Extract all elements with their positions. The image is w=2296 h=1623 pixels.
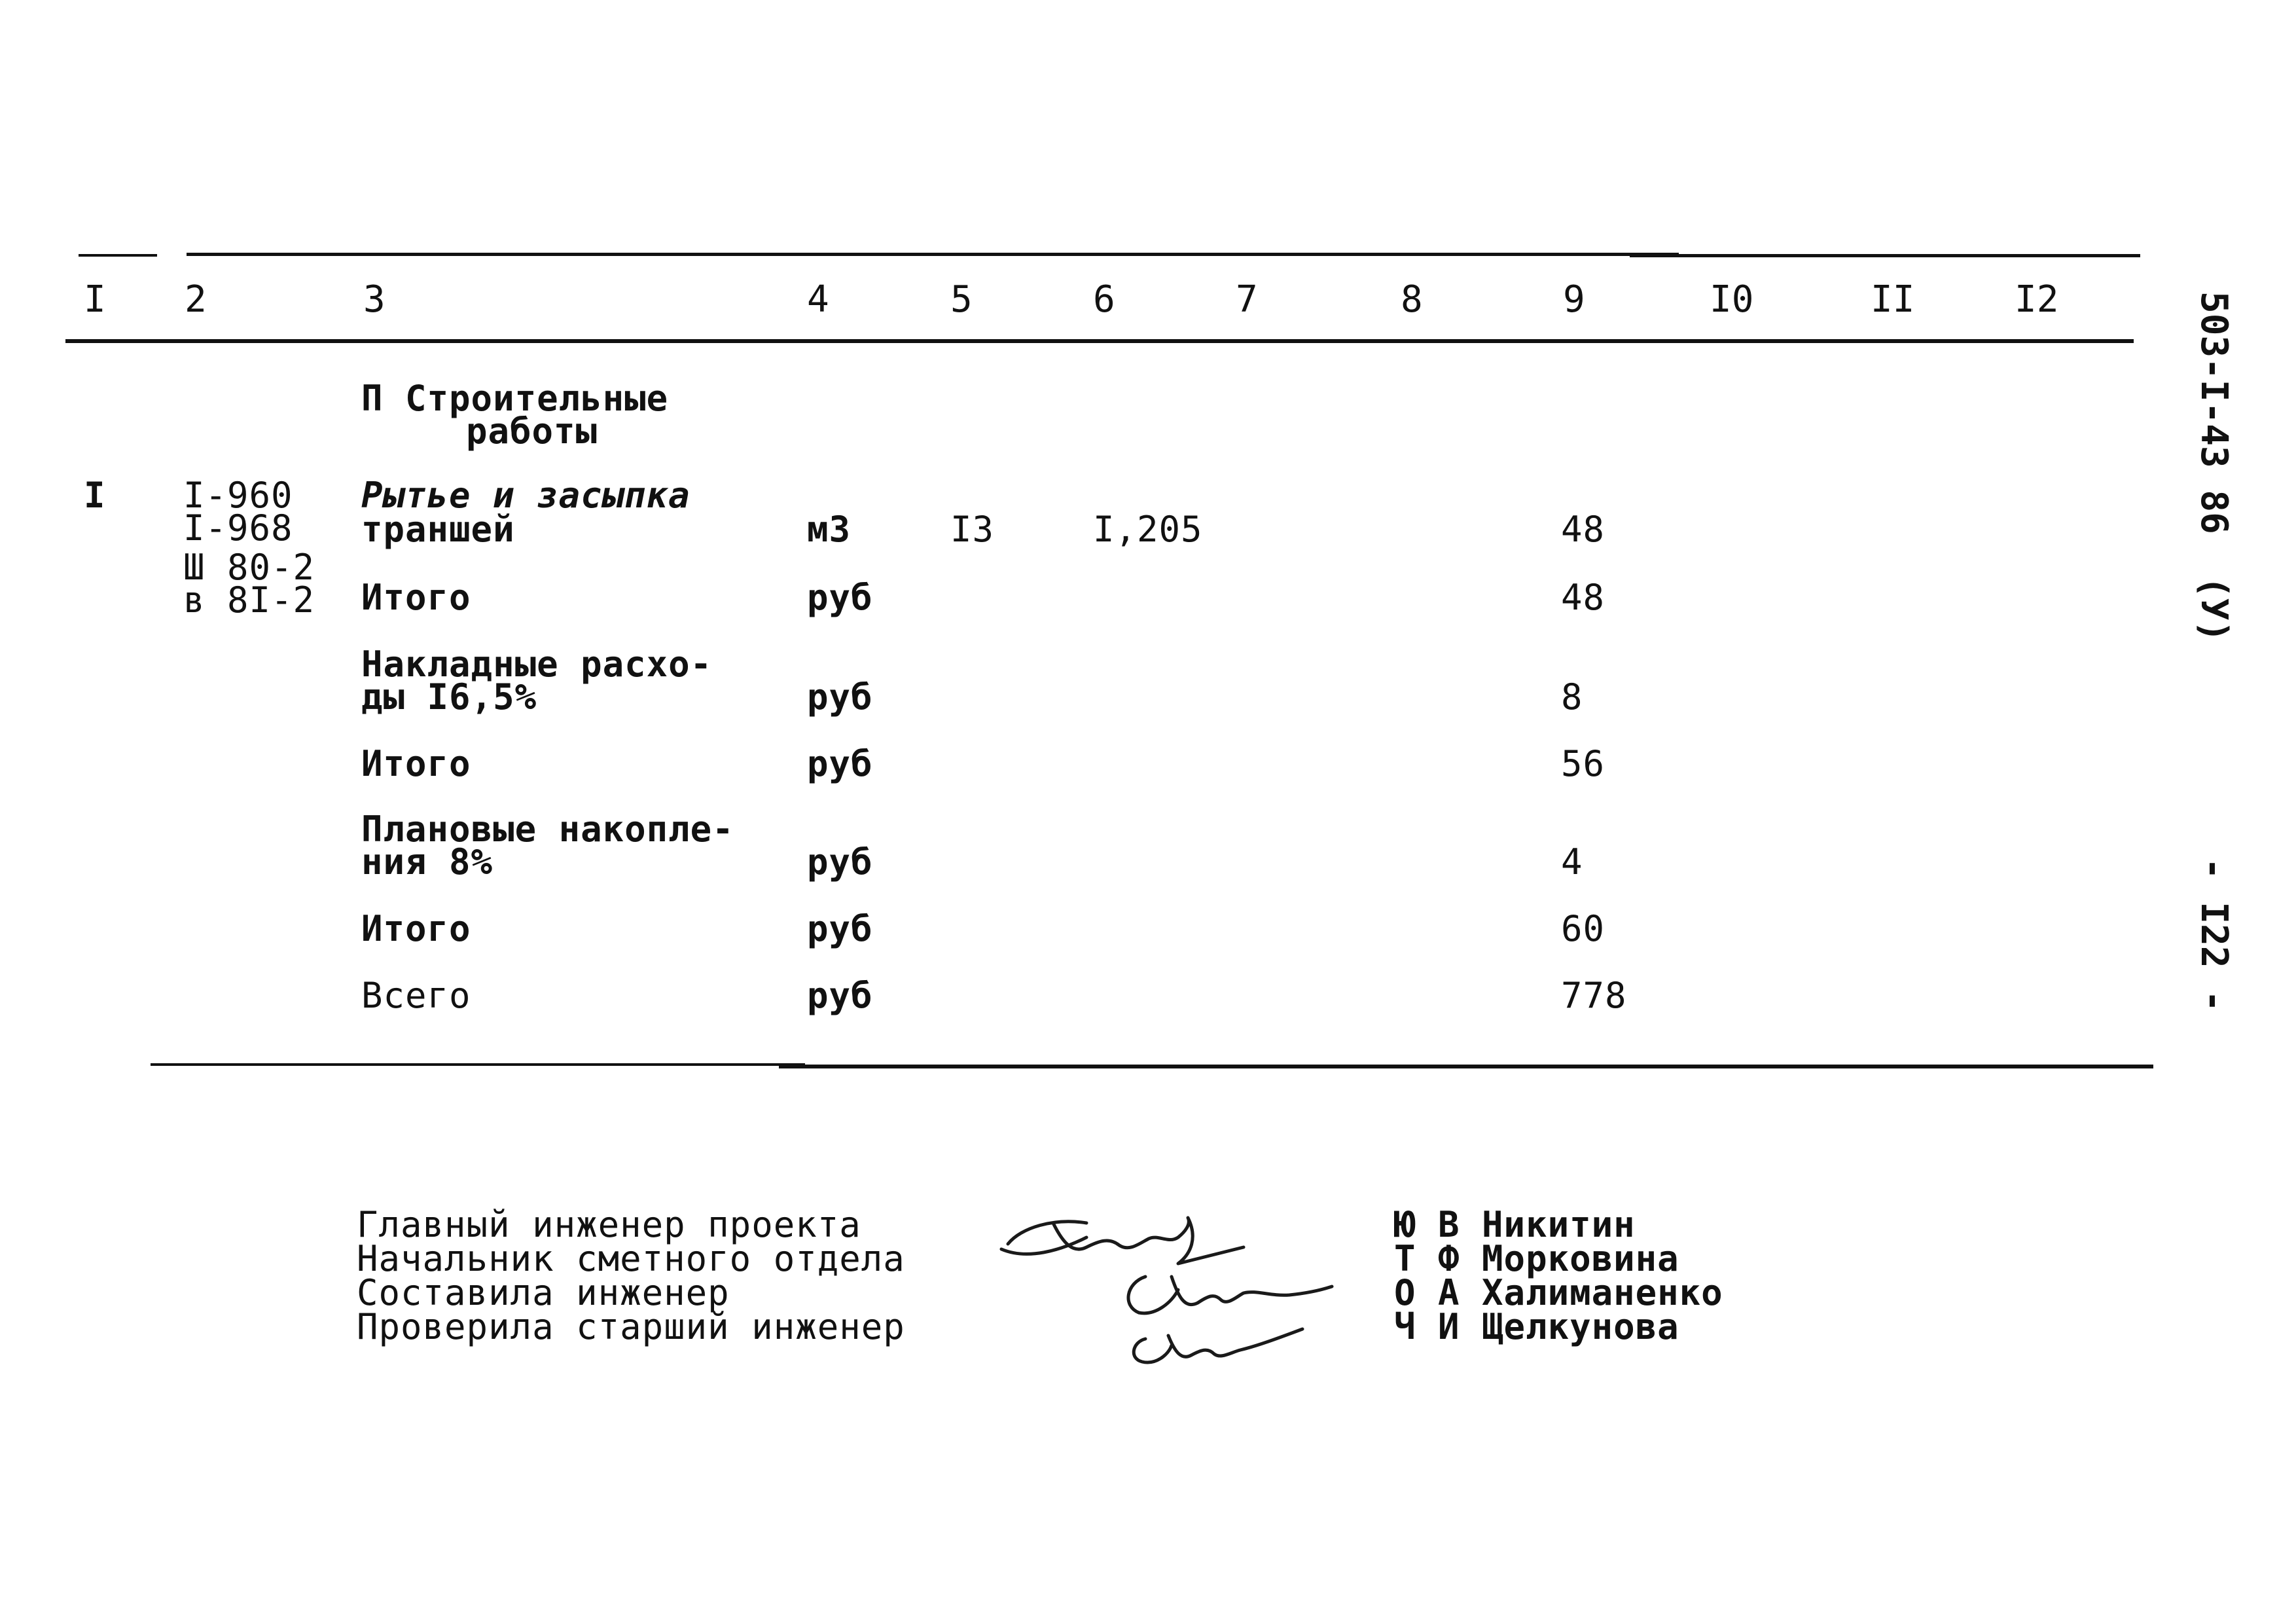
summary-label: Итого	[361, 908, 471, 949]
summary-value: 4	[1561, 841, 1583, 883]
document-code-suffix: (У)	[2193, 576, 2235, 643]
header-top-rule-right	[1630, 254, 2140, 257]
row-col6: I,205	[1093, 509, 1203, 550]
column-header-5: 5	[950, 278, 973, 321]
document-code: 503-I-43 86	[2193, 291, 2235, 534]
column-header-8: 8	[1401, 278, 1423, 321]
header-bottom-rule	[65, 339, 2134, 343]
handwritten-signatures-icon	[982, 1198, 1374, 1381]
signature-stroke-2	[1128, 1277, 1332, 1313]
section-title-line2: работы	[466, 410, 598, 452]
header-top-rule-mid	[187, 253, 1679, 256]
column-header-11: II	[1871, 278, 1915, 321]
signature-name: О А Халиманенко	[1394, 1272, 1723, 1313]
row-name-line1: Рытье и засыпка	[361, 475, 691, 516]
header-top-rule-left	[79, 254, 157, 257]
signature-role: Составила инженер	[357, 1272, 730, 1313]
summary-value: 48	[1561, 577, 1605, 618]
column-header-3: 3	[363, 278, 386, 321]
summary-unit: руб	[807, 743, 873, 784]
column-header-9: 9	[1563, 278, 1585, 321]
row-ref-2: I-968	[183, 507, 293, 549]
row-name-line2: траншей	[361, 509, 515, 550]
signature-role: Главный инженер проекта	[357, 1204, 861, 1245]
row-number: I	[84, 475, 106, 516]
summary-label: Плановые накопле-	[361, 809, 734, 850]
summary-unit: руб	[807, 577, 873, 618]
signature-stroke-3	[1134, 1329, 1302, 1362]
row-ref-1: I-960	[183, 475, 293, 516]
signature-stroke-1	[1001, 1218, 1244, 1264]
summary-label: Итого	[361, 743, 471, 784]
column-header-7: 7	[1236, 278, 1258, 321]
row-ref-3: Ш 80-2	[183, 547, 315, 588]
column-header-4: 4	[807, 278, 829, 321]
row-total: 48	[1561, 509, 1605, 550]
column-header-6: 6	[1093, 278, 1115, 321]
signature-name: Ч И Щелкунова	[1394, 1306, 1679, 1347]
summary-unit: руб	[807, 676, 873, 718]
summary-label: Итого	[361, 577, 471, 618]
summary-label-line2: ды I6,5%	[361, 676, 537, 718]
signature-role: Начальник сметного отдела	[357, 1238, 905, 1279]
column-header-12: I2	[2015, 278, 2059, 321]
row-qty: I3	[950, 509, 995, 550]
summary-unit: руб	[807, 841, 873, 883]
column-header-10: I0	[1710, 278, 1754, 321]
summary-unit: руб	[807, 908, 873, 949]
table-bottom-rule-left	[151, 1063, 805, 1066]
column-header-2: 2	[185, 278, 207, 321]
column-header-1: I	[84, 278, 106, 321]
summary-unit: руб	[807, 975, 873, 1016]
row-unit: м3	[807, 509, 852, 550]
signature-name: Ю В Никитин	[1394, 1204, 1636, 1245]
summary-label: Всего	[361, 975, 471, 1016]
page-number: - I22 -	[2193, 858, 2235, 1013]
summary-label: Накладные расхо-	[361, 644, 713, 685]
summary-value: 8	[1561, 676, 1583, 718]
summary-value: 778	[1561, 975, 1627, 1016]
summary-value: 56	[1561, 743, 1605, 784]
signature-role: Проверила старший инженер	[357, 1306, 905, 1347]
signature-name: Т Ф Морковина	[1394, 1238, 1679, 1279]
section-title-line1: П Строительные	[361, 378, 669, 419]
summary-label-line2: ния 8%	[361, 841, 493, 883]
summary-value: 60	[1561, 908, 1605, 949]
row-ref-4: в 8I-2	[183, 579, 315, 621]
table-bottom-rule-right	[779, 1065, 2153, 1068]
